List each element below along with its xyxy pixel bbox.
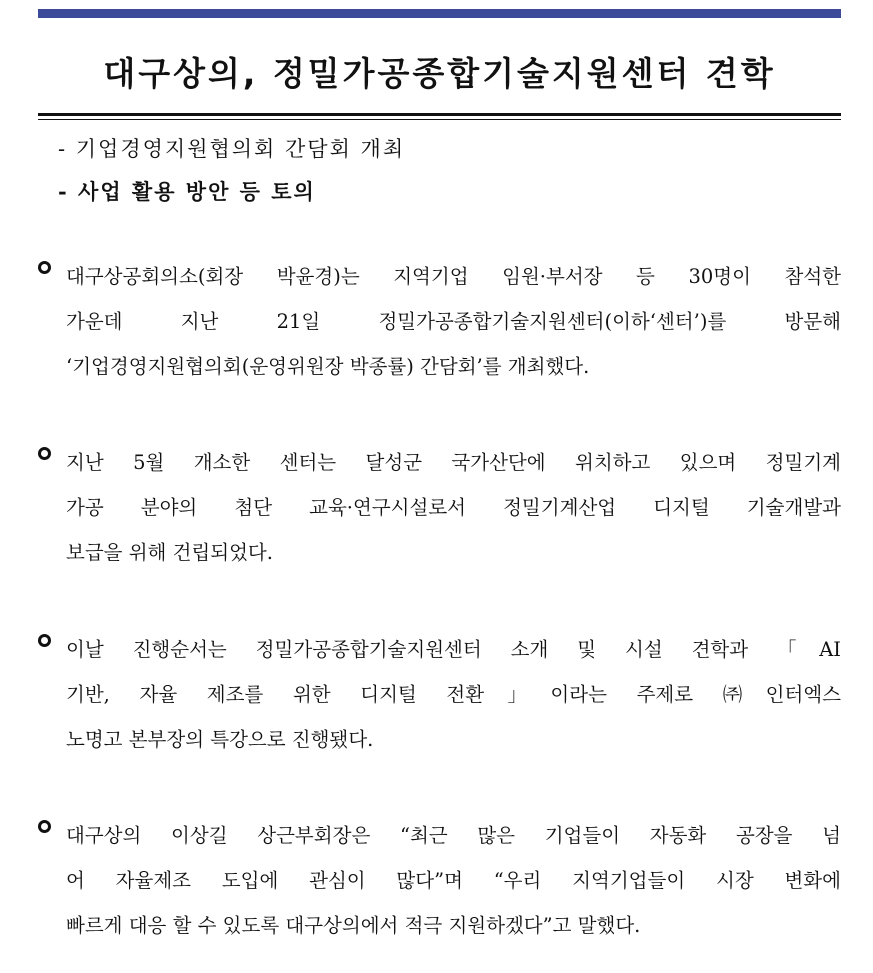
paragraph-3 xyxy=(38,627,841,762)
paragraph-line: 보급을 위해 건립되었다. xyxy=(66,541,273,564)
circle-bullet-icon xyxy=(38,634,51,647)
paragraph-text xyxy=(66,813,841,948)
title-underline-thick xyxy=(38,113,841,116)
paragraph-line: ‘기업경영지원협의회(운영위원장 박종률) 간담회’를 개최했다. xyxy=(66,355,590,378)
paragraph-line: 빠르게 대응 할 수 있도록 대구상의에서 적극 지원하겠다”고 말했다. xyxy=(66,914,641,937)
paragraph-line: 대구상의 이상길 상근부회장은 “최근 많은 기업들이 자동화 공장을 넘 xyxy=(66,824,841,847)
paragraph-text xyxy=(66,440,841,575)
paragraph-line: 어 자율제조 도입에 관심이 많다”며 “우리 지역기업들이 시장 변화에 xyxy=(66,869,841,892)
subtitle-1: - 기업경영지원협의회 간담회 개최 xyxy=(58,137,406,161)
paragraph-line: 노명고 본부장의 특강으로 진행됐다. xyxy=(66,728,374,751)
paragraph-text xyxy=(66,254,841,389)
circle-bullet-icon xyxy=(38,447,51,460)
paragraph-line: 가공 분야의 첨단 교육·연구시설로서 정밀기계산업 디지털 기술개발과 xyxy=(66,496,841,519)
page-title: 대구상의, 정밀가공종합기술지원센터 견학 xyxy=(103,54,776,93)
circle-bullet-icon xyxy=(38,261,51,274)
paragraph-line: 대구상공회의소(회장 박윤경)는 지역기업 임원·부서장 등 30명이 참석한 xyxy=(66,265,841,288)
paragraph-line: 지난 5월 개소한 센터는 달성군 국가산단에 위치하고 있으며 정밀기계 xyxy=(66,451,841,474)
paragraph-2 xyxy=(38,440,841,575)
paragraph-text xyxy=(66,627,841,762)
subtitle-2: - 사업 활용 방안 등 토의 xyxy=(58,179,316,204)
paragraph-line: 이날 진행순서는 정밀가공종합기술지원센터 소개 및 시설 견학과 「AI xyxy=(66,638,841,661)
header-color-bar xyxy=(38,9,841,18)
paragraph-line: 기반, 자율 제조를 위한 디지털 전환」이라는 주제로 ㈜인터엑스 xyxy=(66,683,841,706)
paragraph-line: 가운데 지난 21일 정밀가공종합기술지원센터(이하‘센터’)를 방문해 xyxy=(66,310,841,333)
paragraph-1 xyxy=(38,254,841,389)
paragraph-4 xyxy=(38,813,841,948)
title-underline-thin xyxy=(38,119,841,120)
circle-bullet-icon xyxy=(38,820,51,833)
